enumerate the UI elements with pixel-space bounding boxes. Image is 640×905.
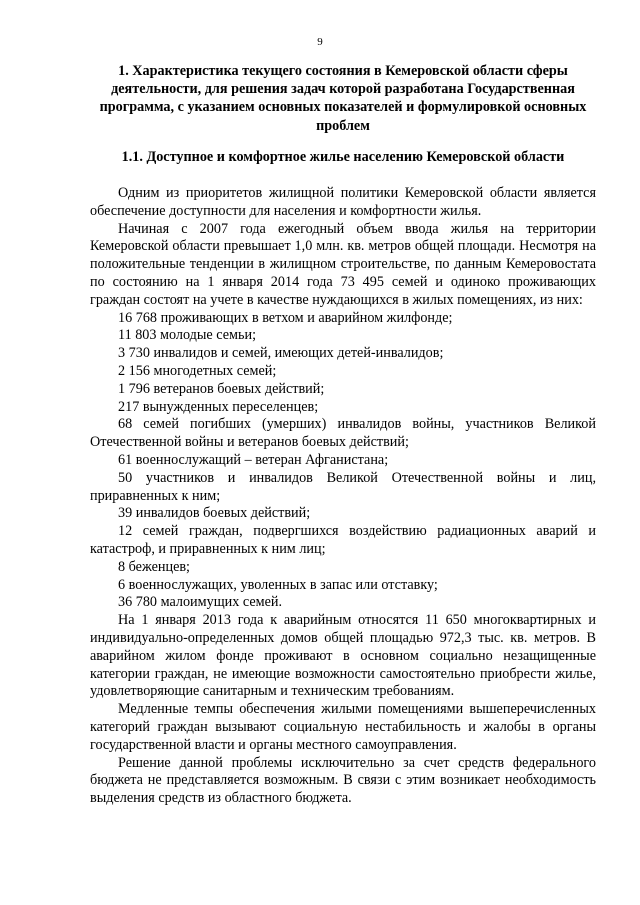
list-item: 2 156 многодетных семей; xyxy=(118,362,277,379)
list-item: 217 вынужденных переселенцев; xyxy=(118,398,319,415)
list-item: 68 семей погибших (умерших) инвалидов войны, участников Великой Отечественной войны и ветеранов боевых действий; xyxy=(90,416,596,451)
paragraph: Одним из приоритетов жилищной политики Кемеровской области является обеспечение доступности для населения и комфортности жилья. xyxy=(90,185,596,219)
list-item: 39 инвалидов боевых действий; xyxy=(118,505,311,522)
page-number: 9 xyxy=(317,36,323,48)
list-item: 16 768 проживающих в ветхом и аварийном жилфонде; xyxy=(118,309,453,326)
list-item: 12 семей граждан, подвергшихся воздействию радиационных аварий и катастроф, и приравненных к ним лиц; xyxy=(90,523,596,557)
paragraph: Медленные темпы обеспечения жилыми помещениями вышеперечисленных категорий граждан вызывают социальную нестабильность и жалобы в органы государственной власти и органы местного самоуправления. xyxy=(90,701,596,753)
list-item: 3 730 инвалидов и семей, имеющих детей-инвалидов; xyxy=(118,345,444,362)
body-text xyxy=(90,185,596,808)
subsection-heading: 1.1. Доступное и комфортное жилье населению Кемеровской области xyxy=(121,149,565,165)
list-item: 8 беженцев; xyxy=(118,558,191,575)
list-item: 50 участников и инвалидов Великой Отечественной войны и лиц, приравненных к ним; xyxy=(90,469,596,504)
paragraph: Решение данной проблемы исключительно за счет средств федерального бюджета не представляется возможным. В связи с этим возникает необходимость выделения средств из областного бюджета. xyxy=(90,754,596,807)
list-item: 11 803 молодые семьи; xyxy=(118,327,257,344)
list-item: 1 796 ветеранов боевых действий; xyxy=(118,380,325,397)
paragraph: На 1 января 2013 года к аварийным относятся 11 650 многоквартирных и индивидуально-определенных домов общей площадью 972,3 тыс. кв. метров. В аварийном жилом фонде проживают в основном социально незащищенные категории граждан, не имеющие возможности самостоятельно приобрести жилье, удовлетворяющие санитарным и техническим требованиям. xyxy=(90,612,596,700)
section-heading: 1. Характеристика текущего состояния в Кемеровской области сферы деятельности, для решения задач которой разработана Государственная программа, с указанием основных показателей и формулировкой основных проблем xyxy=(99,63,587,134)
paragraph: Начиная с 2007 года ежегодный объем ввода жилья на территории Кемеровской области превышает 1,0 млн. кв. метров общей площади. Несмотря на положительные тенденции в жилищном строительстве, по данным Кемеровостата по состоянию на 1 января 2014 года 73 495 семей и одиноко проживающих граждан состоят на учете в качестве нуждающихся в жилых помещениях, из них: xyxy=(90,220,596,308)
list-item: 6 военнослужащих, уволенных в запас или отставку; xyxy=(118,576,438,593)
list-item: 36 780 малоимущих семей. xyxy=(118,594,283,611)
list-item: 61 военнослужащий – ветеран Афганистана; xyxy=(118,451,389,468)
